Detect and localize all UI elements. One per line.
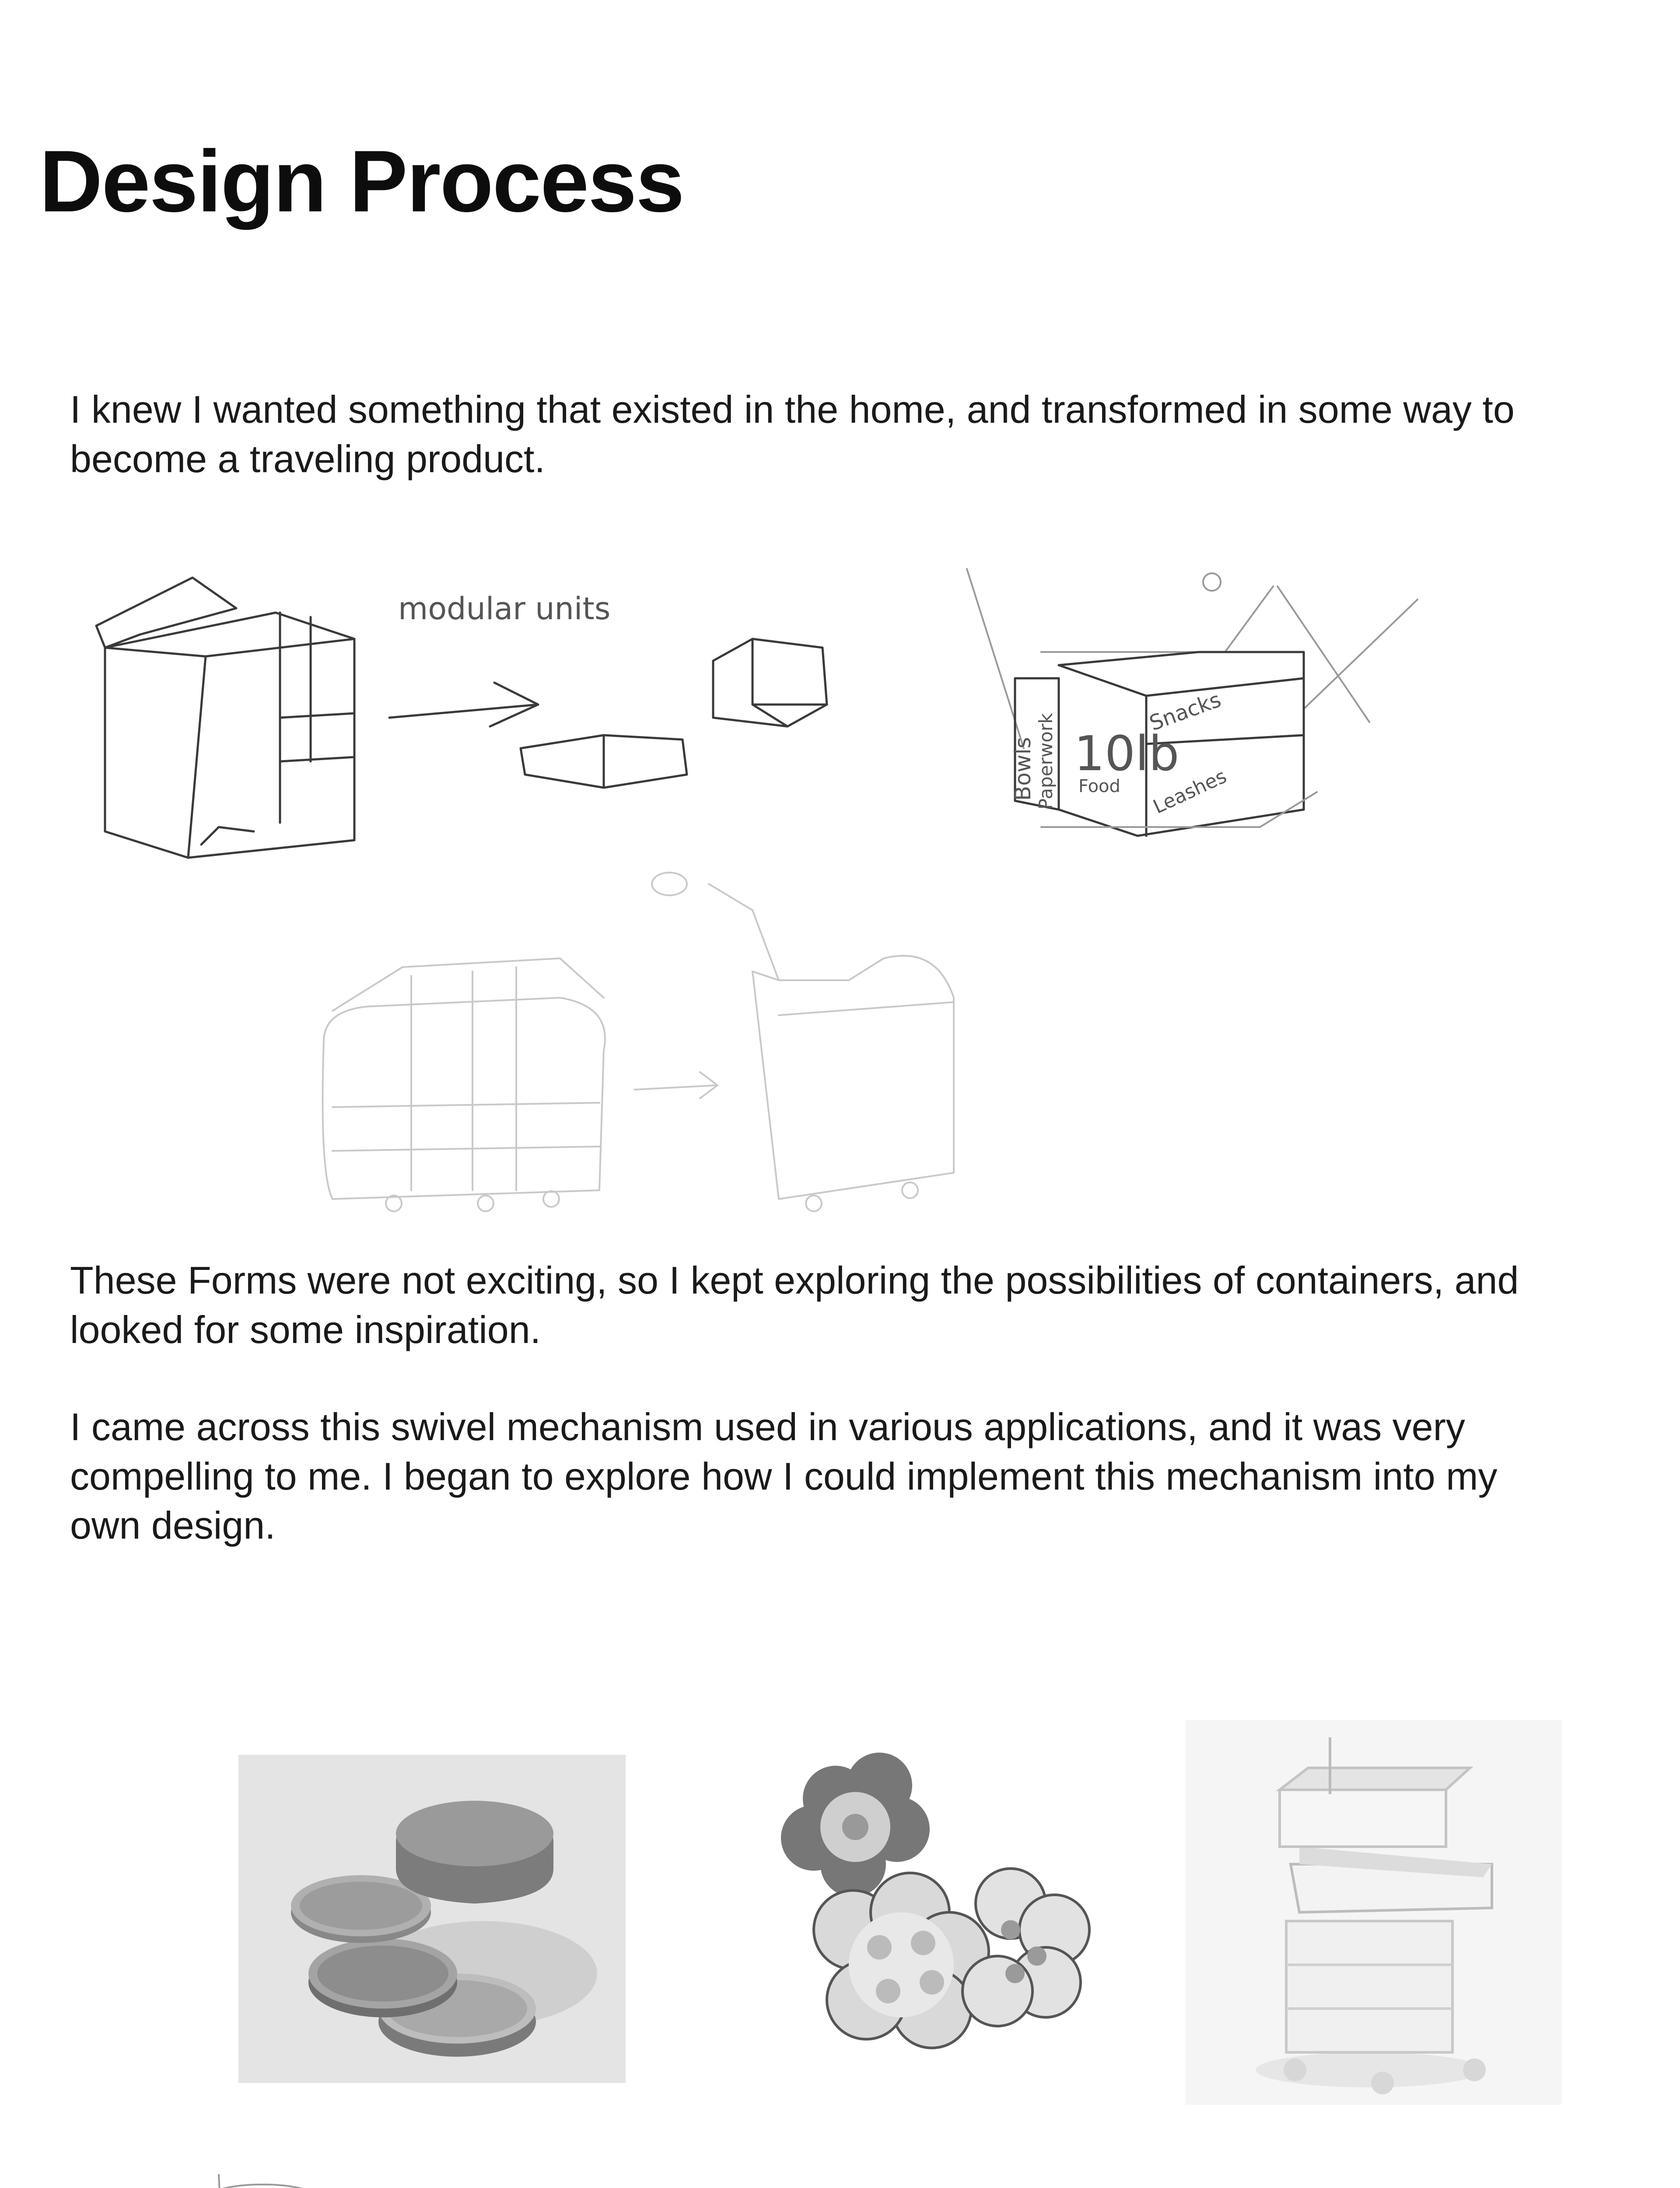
page-title: Design Process (39, 133, 684, 230)
sketch-rolling-cart (315, 866, 998, 1225)
forms-paragraph: These Forms were not exciting, so I kept exploring the possibilities of containers, and looked for some inspiration. (70, 1259, 1519, 1351)
sketch-modular-units (88, 560, 1050, 893)
intro-paragraph: I knew I wanted something that existed in the home, and transformed in some way to become a traveling product. (70, 388, 1515, 480)
photo-flower-compact (766, 1746, 1107, 2079)
label-modular-units: modular units (398, 591, 611, 627)
label-bowls: Bowls (1010, 737, 1036, 801)
sketch-stackable-containers (210, 2170, 1085, 2188)
swivel-paragraph: I came across this swivel mechanism used in various applications, and it was very compelling to me. I began to explore how I could implement this mechanism into my own design. (70, 1405, 1498, 1547)
photo-drawer-cabinet (1186, 1720, 1562, 2105)
photo-swivel-containers (238, 1755, 626, 2083)
label-leashes: Leashes (1150, 765, 1230, 818)
label-food: Food (1078, 776, 1120, 796)
label-snacks: Snacks (1146, 687, 1225, 736)
label-paperwork: Paperwork (1035, 713, 1057, 810)
label-weight: 10lb (1074, 726, 1180, 782)
sketch-dog-bag (954, 565, 1435, 880)
